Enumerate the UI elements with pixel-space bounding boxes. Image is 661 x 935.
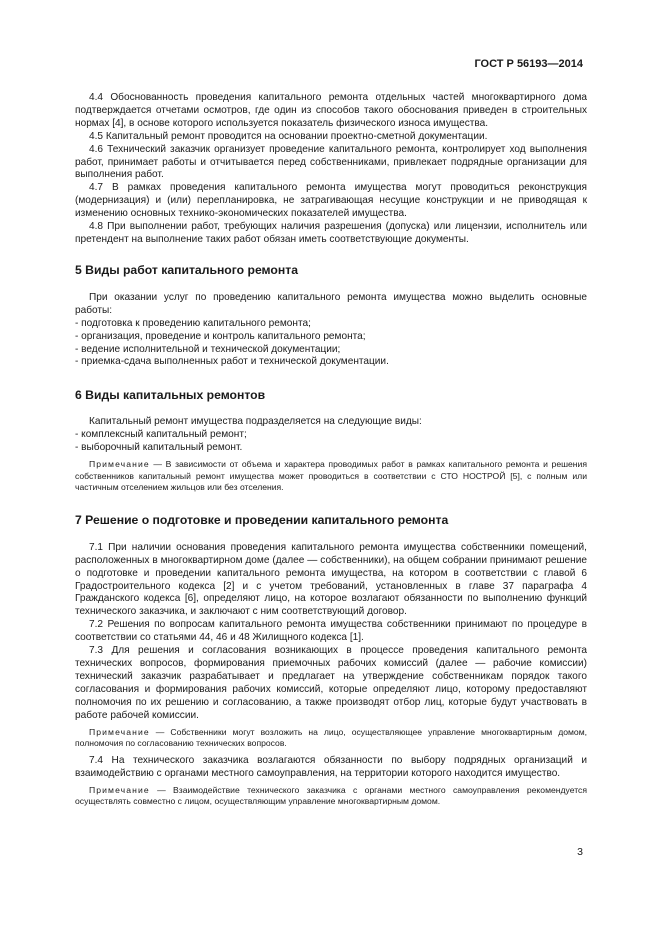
list-item: - подготовка к проведению капитального ремонта; [75, 317, 311, 329]
page-number: 3 [577, 846, 583, 858]
section-7-note-1 [75, 727, 587, 750]
paragraph-7-4: 7.4 На технического заказчика возлагаются обязанности по выбору подрядных организаций и взаимодействию с органами местного самоуправления, на территории которого находится имущество. [75, 754, 587, 779]
section-5-intro: При оказании услуг по проведению капитального ремонта имущества можно выделить основные работы: [75, 291, 587, 316]
section-5-title: 5 Виды работ капитального ремонта [75, 262, 298, 277]
note-label: Примечание [89, 459, 150, 470]
paragraph-4-7: 4.7 В рамках проведения капитального ремонта имущества могут проводиться реконструкция (модернизация) и (или) перепланировка, не затрагивающая несущие конструкции и не приводящая к изменению основных технико-экономических показателей имущества. [75, 182, 587, 220]
note-text: — Взаимодействие технического заказчика с органами местного самоуправления рекомендуется осуществлять совместно с лицом, осуществляющим управление многоквартирным домом. [75, 784, 587, 807]
list-item: - ведение исполнительной и технической документации; [75, 343, 341, 355]
section-5-list [75, 318, 587, 370]
section-6-title: 6 Виды капитальных ремонтов [75, 388, 266, 403]
paragraph-7-1: 7.1 При наличии основания проведения капитального ремонта имущества собственники помещений, расположенных в многоквартирном доме (далее — собственники), на общем собрании принимают решение о подготовке и проведении капитального ремонта имущества, на котором в соответствии с главой 6 Градостроительного кодекса [2] и с учетом требований, установленных в главе 37 параграфа 4 Гражданского кодекса [6], определяют лицо, на которое возлагают обязанности по выполнению функций технического заказчика, и заключают с ним соответствующий договор. [75, 541, 587, 618]
page-content [75, 92, 587, 813]
note-text: — Собственники могут возложить на лицо, осуществляющее управление многоквартирным домом, полномочия по согласованию технических вопросов. [75, 726, 587, 749]
paragraph-4-8: 4.8 При выполнении работ, требующих наличия разрешения (допуска) или лицензии, исполнитель или претендент на выполнение таких работ обязан иметь соответствующие документы. [75, 221, 587, 245]
list-item: - организация, проведение и контроль капитального ремонта; [75, 330, 366, 342]
section-6-intro: Капитальный ремонт имущества подразделяется на следующие виды: [89, 416, 422, 428]
section-6-list [75, 429, 587, 455]
list-item: - комплексный капитальный ремонт; [75, 429, 247, 441]
note-label: Примечание [89, 784, 150, 795]
paragraph-4-6: 4.6 Технический заказчик организует проведение капитального ремонта, контролирует ход выполнения работ, принимает работы и отчитывается перед собственниками, привлекает подрядные организации для выполнения работ. [75, 143, 587, 181]
section-7-title: 7 Решение о подготовке и проведении капитального ремонта [75, 512, 449, 527]
section-6-note [75, 459, 587, 494]
paragraph-4-5: 4.5 Капитальный ремонт проводится на основании проектно-сметной документации. [89, 130, 488, 142]
paragraph-7-2: 7.2 Решения по вопросам капитального ремонта имущества собственники принимают по процедуре в соответствии со статьями 44, 46 и 48 Жилищного кодекса [1]. [75, 619, 587, 644]
paragraph-7-3: 7.3 Для решения и согласования возникающих в процессе проведения капитального ремонта технических вопросов, формирования приемочных рабочих комиссий (далее — рабочие комиссии) технический заказчик разрабатывает и предлагает на утверждение собственникам порядок такого согласования и формирования рабочих комиссий, которые определяют лицо, которому предоставляют полномочия по их решению и согласованию, а также производят отбор лиц, которые будут участвовать в работе рабочей комиссии. [75, 645, 587, 721]
list-item: - приемка-сдача выполненных работ и технической документации. [75, 356, 389, 368]
document-code: ГОСТ Р 56193—2014 [474, 58, 583, 70]
list-item: - выборочный капитальный ремонт. [75, 442, 243, 454]
paragraph-4-4: 4.4 Обоснованность проведения капитального ремонта отдельных частей многоквартирного дома подтверждается отчетами осмотров, где один из способов такого обоснования приведен в строительных нормах [4], в основе которого используется показатель физического износа имущества. [75, 92, 587, 129]
note-text: — В зависимости от объема и характера проводимых работ в рамках капитального ремонта и решения собственников капитальный ремонт имущества может проводиться в соответствии с СТО НОСТРОЙ [5], с полным или частичным отселением жильцов или без отселения. [75, 459, 587, 493]
section-7-note-2 [75, 785, 587, 808]
note-label: Примечание [89, 726, 150, 737]
